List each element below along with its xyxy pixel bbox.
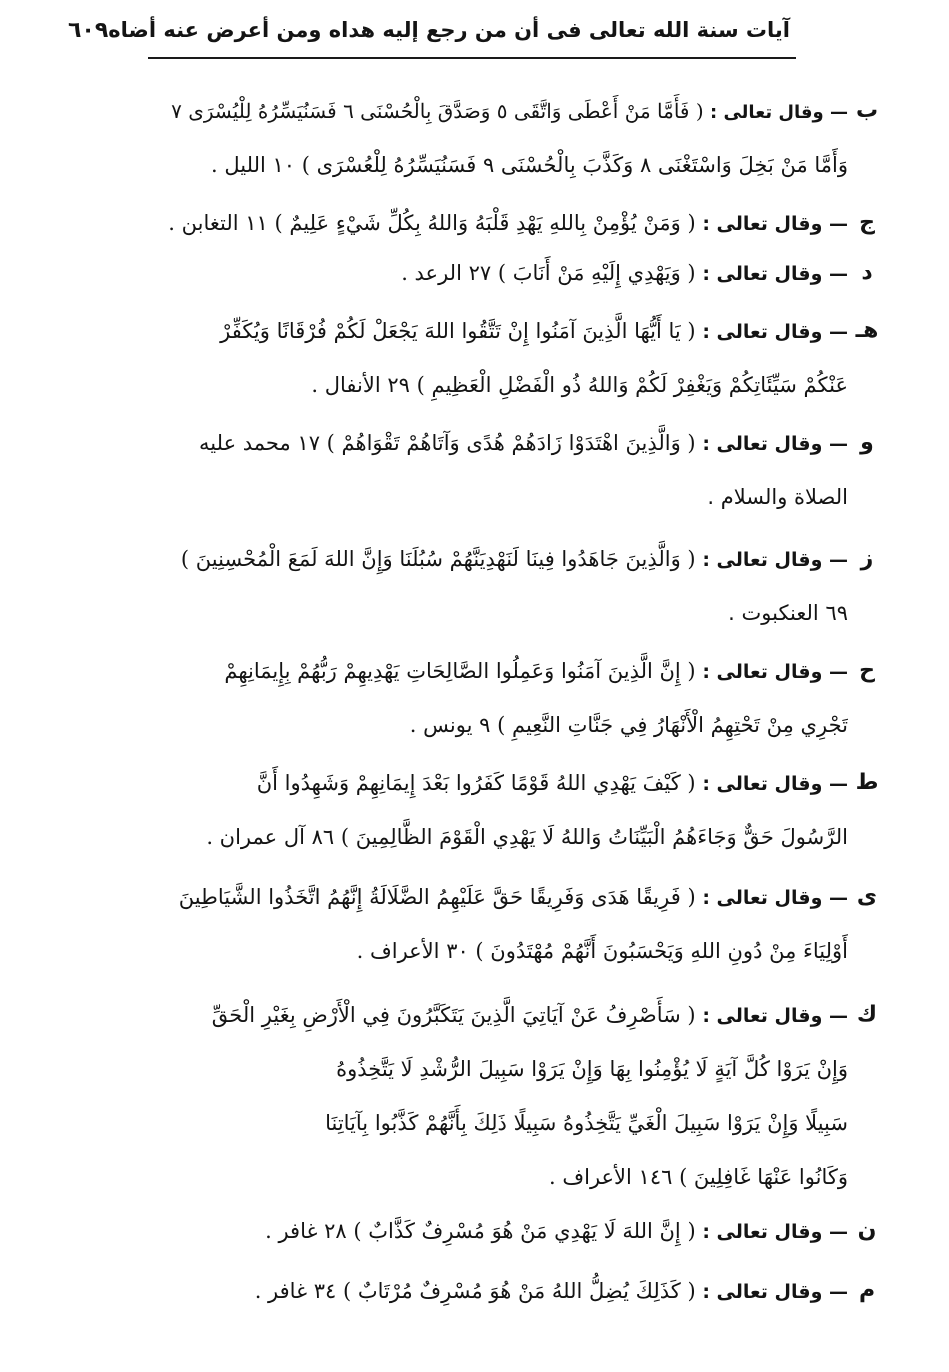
entry-letter: ط: [855, 770, 879, 795]
entry-line: [163, 812, 848, 866]
verse-text: وَكَانُوا عَنْهَا غَافِلِينَ ) ١٤٦ الأعراف .: [548, 1165, 848, 1189]
verse-reference: ٦٩ العنكبوت .: [728, 601, 848, 625]
entry-line: [163, 1266, 848, 1320]
entry-letter: هـ: [855, 318, 879, 343]
entry-intro: — وقال تعالى :: [710, 102, 848, 123]
entry-body: [163, 534, 848, 642]
entry-letter: د: [861, 260, 873, 285]
entry-letter: ح: [859, 658, 875, 683]
entry-letter: ى: [856, 884, 878, 909]
entry-body: [163, 248, 848, 302]
verse-text: ( كَيْفَ يَهْدِي اللهُ قَوْمًا كَفَرُوا بَعْدَ إِيمَانِهِمْ وَشَهِدُوا أَنَّ: [256, 771, 696, 795]
entry-line: [163, 360, 848, 414]
verse-text: وَإِنْ يَرَوْا كُلَّ آيَةٍ لَا يُؤْمِنُوا بِهَا وَإِنْ يَرَوْا سَبِيلَ الرُّشْدِ لَا يَتَّخِذُوهُ: [336, 1057, 848, 1081]
entry-intro: — وقال تعالى :: [702, 1281, 848, 1303]
entry-line: [163, 990, 848, 1044]
entry-line: [163, 140, 848, 194]
verse-text: أَوْلِيَاءَ مِنْ دُونِ اللهِ وَيَحْسَبُونَ أَنَّهُمْ مُهْتَدُونَ ) ٣٠ الأعراف .: [356, 939, 848, 963]
entry-line: [163, 758, 848, 812]
entry-body: [163, 1206, 848, 1260]
entry-body: [163, 646, 848, 754]
verse-text: تَجْرِي مِنْ تَحْتِهِمُ الْأَنْهَارُ فِي جَنَّاتِ النَّعِيمِ ) ٩ يونس .: [409, 713, 848, 737]
verse-reference: الصلاة والسلام .: [707, 485, 848, 509]
running-title: آيات سنة الله تعالى فى أن من رجع إليه هداه ومن أعرض عنه أضاه: [108, 18, 790, 42]
entry-body: [163, 86, 848, 194]
entry-letter: ج: [859, 210, 875, 235]
entry-line: [163, 872, 848, 926]
entry-intro: — وقال تعالى :: [702, 433, 848, 455]
verse-text: ( وَالَّذِينَ اهْتَدَوْا زَادَهُمْ هُدًى وَآتَاهُمْ تَقْوَاهُمْ ) ١٧ محمد عليه: [199, 431, 696, 455]
entry-line: [163, 86, 848, 140]
entry-letter: و: [860, 430, 874, 455]
entry-body: [163, 418, 848, 526]
entry-line: [163, 926, 848, 980]
verse-text: سَبِيلًا وَإِنْ يَرَوْا سَبِيلَ الْغَيِّ يَتَّخِذُوهُ سَبِيلًا ذَلِكَ بِأَنَّهُمْ كَذَّبُوا بِآيَاتِنَا: [325, 1111, 848, 1135]
entry-line: [163, 418, 848, 472]
verse-text: الرَّسُولَ حَقٌّ وَجَاءَهُمُ الْبَيِّنَاتُ وَاللهُ لَا يَهْدِي الْقَوْمَ الظَّالِمِينَ ) ٨٦ آل عمران .: [206, 825, 848, 849]
entry-line: [163, 306, 848, 360]
entry-intro: — وقال تعالى :: [702, 1005, 848, 1027]
verse-text: وَأَمَّا مَنْ بَخِلَ وَاسْتَغْنَى ٨ وَكَذَّبَ بِالْحُسْنَى ٩ فَسَنُيَسِّرُهُ لِلْعُسْرَى ) ١٠ الليل .: [211, 153, 848, 177]
entry-letter: ن: [857, 1218, 877, 1243]
entry-intro: — وقال تعالى :: [702, 661, 848, 683]
entry-line: [163, 1206, 848, 1260]
verse-text: ( إِنَّ اللهَ لَا يَهْدِي مَنْ هُوَ مُسْرِفٌ كَذَّابٌ ) ٢٨ غافر .: [265, 1219, 696, 1243]
entry-body: [163, 198, 848, 252]
entry-line: [163, 472, 848, 526]
entry-intro: — وقال تعالى :: [702, 549, 848, 571]
verse-text: ( كَذَلِكَ يُضِلُّ اللهُ مَنْ هُوَ مُسْرِفٌ مُرْتَابٌ ) ٣٤ غافر .: [254, 1279, 696, 1303]
verse-text: ( فَرِيقًا هَدَى وَفَرِيقًا حَقَّ عَلَيْهِمُ الضَّلَالَةُ إِنَّهُمُ اتَّخَذُوا الشَّيَاطِينَ: [178, 885, 696, 909]
verse-text: ( فَأَمَّا مَنْ أَعْطَى وَاتَّقَى ٥ وَصَدَّقَ بِالْحُسْنَى ٦ فَسَنُيَسِّرُهُ لِلْيُسْرَى ٧: [171, 99, 704, 123]
entry-body: [163, 990, 848, 1206]
entry-line: [163, 248, 848, 302]
page-header: [67, 10, 790, 50]
entry-line: [163, 588, 848, 642]
entry-letter: م: [858, 1278, 876, 1303]
entry-intro: — وقال تعالى :: [702, 773, 848, 795]
entry-line: [163, 198, 848, 252]
page-number: ٦٠٩: [67, 17, 109, 43]
verse-text: ( إِنَّ الَّذِينَ آمَنُوا وَعَمِلُوا الصَّالِحَاتِ يَهْدِيهِمْ رَبُّهُمْ بِإِيمَانِهِمْ: [224, 659, 696, 683]
entry-intro: — وقال تعالى :: [702, 321, 848, 343]
entry-letter: ز: [860, 546, 874, 571]
entry-intro: — وقال تعالى :: [702, 213, 848, 235]
entry-line: [163, 1044, 848, 1098]
entry-letter: ك: [856, 1002, 878, 1027]
header-rule: [148, 57, 796, 59]
entry-letter: ب: [855, 98, 879, 123]
entry-body: [163, 1266, 848, 1320]
verse-text: ( وَيَهْدِي إِلَيْهِ مَنْ أَنَابَ ) ٢٧ الرعد .: [401, 261, 696, 285]
entry-line: [163, 1152, 848, 1206]
entry-intro: — وقال تعالى :: [702, 1221, 848, 1243]
entry-intro: — وقال تعالى :: [702, 887, 848, 909]
verse-text: ( يَا أَيُّهَا الَّذِينَ آمَنُوا إِنْ تَتَّقُوا اللهَ يَجْعَلْ لَكُمْ فُرْقَانًا وَيُكَفِّرْ: [220, 319, 696, 343]
entry-body: [163, 872, 848, 980]
verse-text: ( وَالَّذِينَ جَاهَدُوا فِينَا لَنَهْدِيَنَّهُمْ سُبُلَنَا وَإِنَّ اللهَ لَمَعَ الْمُحْسِنِينَ ): [180, 547, 696, 571]
entry-line: [163, 1098, 848, 1152]
verse-text: ( سَأَصْرِفُ عَنْ آيَاتِيَ الَّذِينَ يَتَكَبَّرُونَ فِي الْأَرْضِ بِغَيْرِ الْحَقِّ: [211, 1003, 696, 1027]
entry-line: [163, 534, 848, 588]
verse-text: عَنْكُمْ سَيِّئَاتِكُمْ وَيَغْفِرْ لَكُمْ وَاللهُ ذُو الْفَضْلِ الْعَظِيمِ ) ٢٩ الأنفال .: [311, 373, 848, 397]
entry-body: [163, 306, 848, 414]
entry-line: [163, 646, 848, 700]
entry-intro: — وقال تعالى :: [702, 263, 848, 285]
entry-line: [163, 700, 848, 754]
verse-text: ( وَمَنْ يُؤْمِنْ بِاللهِ يَهْدِ قَلْبَهُ وَاللهُ بِكُلِّ شَيْءٍ عَلِيمٌ ) ١١ التغابن .: [168, 211, 696, 235]
entry-body: [163, 758, 848, 866]
